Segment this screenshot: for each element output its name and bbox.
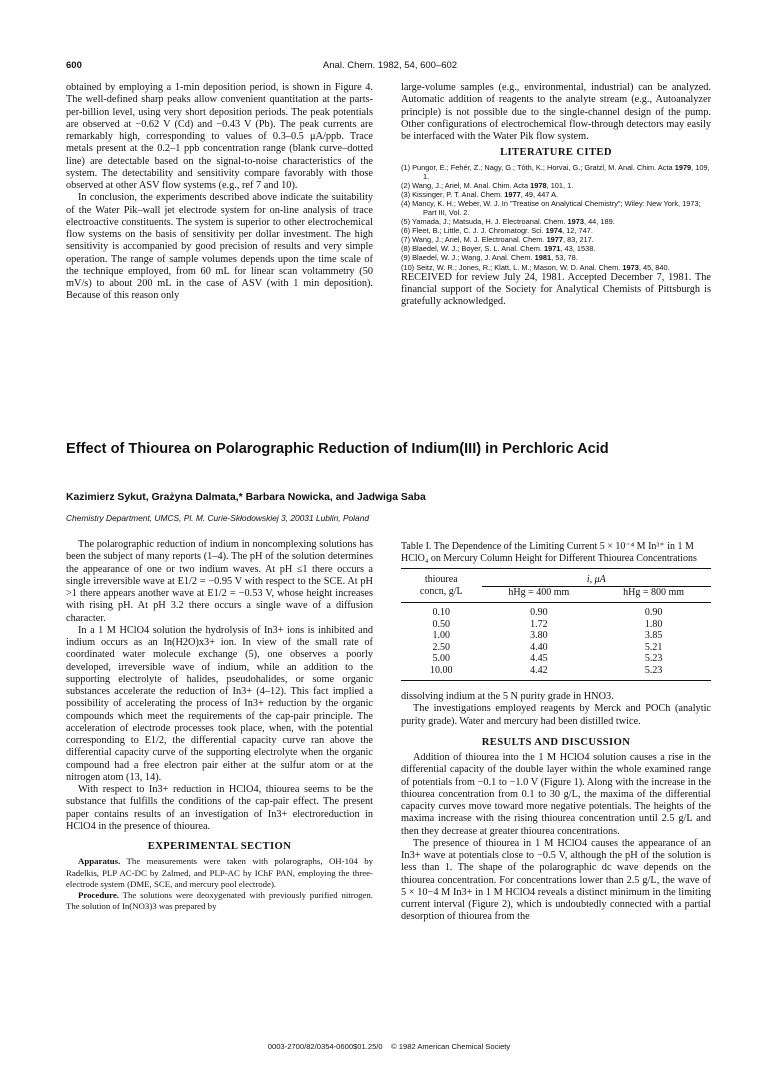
top-left-column xyxy=(66,82,373,303)
table-cell: 3.80 xyxy=(530,630,548,641)
reference-number: (7) xyxy=(401,235,411,245)
table-cell: 0.90 xyxy=(644,607,663,618)
paragraph: In conclusion, the experiments described above indicate the suitability of the Water Pik–wall jet electrode system for on-line analysis of trace electroactive constituents. The system is superior to other electrochemical flow systems on the basis of sensitivity per dollar investment. The high sensitivity is accompanied by good precision of results and very simple operation. The range of sample volumes depends upon the time scale of the technique employed, from 60 mL for linear scan voltammetry (50 mV/s) to about 200 mL in the case of ASV (with 1 min deposition). Because of this reason only xyxy=(66,192,373,302)
reference-year: 1974 xyxy=(545,226,563,236)
reference-item xyxy=(401,199,711,217)
reference-year: 1978 xyxy=(530,180,547,190)
page-footer xyxy=(0,1042,778,1051)
reference-text: Kissinger, P. T. Anal. Chem. xyxy=(412,189,505,199)
reference-volume: , 53, 78. xyxy=(551,253,578,263)
table-cell: 3.85 xyxy=(644,630,663,641)
reference-volume: , 109, 1. xyxy=(423,162,710,181)
authors: Kazimierz Sykut, Grażyna Dalmata,* Barbara Nowicka, and Jadwiga Saba xyxy=(66,492,426,503)
table-header: hHg = 800 mm xyxy=(596,586,711,603)
reference-text: Wang, J.; Ariel, M. J. Electroanal. Chem. xyxy=(412,235,547,245)
reference-text: Seitz, W. R.; Jones, R.; Klatt, L. M.; Mason, W. D. Anal. Chem. xyxy=(416,262,623,272)
reference-volume: , 49, 447 A. xyxy=(520,189,559,199)
table-cell: 4.42 xyxy=(482,665,597,681)
table-row xyxy=(401,619,711,631)
table-row xyxy=(401,630,711,642)
reference-text: Yamada, J.; Matsuda, H. J. Electroanal. Chem. xyxy=(411,217,568,227)
reference-number: (4) xyxy=(401,198,411,208)
experimental-heading: EXPERIMENTAL SECTION xyxy=(147,841,292,852)
reference-year: 1977 xyxy=(546,235,564,245)
bottom-left-column xyxy=(66,539,373,913)
reference-text: Blaedel, W. J.; Boyer, S. L. Anal. Chem. xyxy=(412,244,544,254)
page-header xyxy=(66,60,714,74)
table-caption: Table I. The Dependence of the Limiting Current 5 × 10⁻⁴ M In³⁺ in 1 M HClO₄ on Mercury Column Height for Different Thiourea Concentrations xyxy=(401,541,697,564)
journal-citation: Anal. Chem. 1982, 54, 600–602 xyxy=(322,60,458,71)
table-cell: 0.50 xyxy=(432,618,451,630)
table-cell: 5.23 xyxy=(596,665,711,681)
top-right-column xyxy=(401,82,711,308)
table-cell: 2.50 xyxy=(432,641,451,653)
table-header: i, μA xyxy=(586,574,606,585)
reference-item xyxy=(401,163,711,181)
table-row xyxy=(401,653,711,665)
table-header: concn, g/L xyxy=(419,586,463,598)
table-cell: 5.21 xyxy=(644,641,663,653)
reference-list xyxy=(401,163,711,272)
reference-number: (1) xyxy=(401,162,411,172)
reference-year: 1973 xyxy=(567,217,584,227)
table-1 xyxy=(401,541,711,681)
paragraph: dissolving indium at the 5 N purity grade in HNO3. xyxy=(401,691,614,702)
paragraph: In a 1 M HClO4 solution the hydrolysis of In3+ ions is inhibited and indium occurs as an In(H2O)x3+ ion. In view of the small rate of coordinated water molecule exchange (5), one observes a poorly developed, irreversible wave of indium, while an addition to the supporting electrolyte of halides, pseudohalides, or some organic substances accelerate the reduction of In3+ (4–12). This fact implied a possibility of accelerating the process of In3+ reduction by the organic compounds which meet the requirements of the cap-pair principle. The acceleration of electrode processes took place, when, with the potential corresponding to E1/2, the differential capacity curve ran above the differential capacity curve of the supporting electrolyte when the organic compound had a free electron pair either at the sulfur atom or at the nitrogen atom (13, 14). xyxy=(66,624,373,783)
table-cell: 4.40 xyxy=(530,641,548,653)
paragraph: The polarographic reduction of indium in noncomplexing solutions has been the subject of many reports (1–4). The pH of the solution determines the appearance of one or two indium waves. At pH ≤1 there occurs a single irreversible wave at E1/2 = −0.95 V with respect to the SCE. At pH >1 there appears another wave at E1/2 = −0.53 V, whose height increases with rising pH. At pH 3.2 there occurs a single wave of a diffusion character. xyxy=(66,539,373,624)
reference-number: (10) xyxy=(401,262,415,272)
paragraph xyxy=(66,856,373,890)
table-cell: 0.90 xyxy=(530,607,548,618)
data-table xyxy=(401,568,711,681)
reference-volume: , 83, 217. xyxy=(563,235,594,245)
reference-year: 1977 xyxy=(504,189,521,199)
reference-number: (6) xyxy=(401,226,411,236)
article-title: Effect of Thiourea on Polarographic Reduction of Indium(III) in Perchloric Acid xyxy=(66,441,609,457)
table-body xyxy=(401,603,711,681)
reference-item xyxy=(401,235,711,244)
reference-volume: , 43, 1538. xyxy=(560,244,596,254)
reference-number: (8) xyxy=(401,244,411,254)
reference-text: Fleet, B.; Little, C. J. J. Chromatogr. Sci. xyxy=(412,226,546,236)
reference-year: 1973 xyxy=(622,262,639,272)
reference-number: (9) xyxy=(401,253,411,263)
paragraph: Addition of thiourea into the 1 M HClO4 solution causes a rise in the differential capacity of the double layer within the whole examined range of potentials from −0.1 to −1.0 V (Figure 1). Along with the increase in the thiourea concentration from 0.1 to 30 g/L, the maxima of the differential capacity curves move toward more negative potentials. The heights of the maxima increase with the rising thiourea concentration until 2.5 g/L and then they decrease at greater thiourea concentrations. xyxy=(401,752,711,837)
reference-volume: , 101, 1. xyxy=(546,180,574,190)
reference-volume: , 44, 189. xyxy=(583,217,615,227)
reference-text: Pungor, E.; Fehér, Z.; Nagy, G.; Tóth, K.; Horvai, G.; Gratzl, M. Anal. Chim. Acta xyxy=(412,162,675,172)
reference-year: 1971 xyxy=(543,244,561,254)
table-header: thiourea xyxy=(424,574,458,586)
table-cell: 5.23 xyxy=(644,653,663,664)
table-cell: 1.80 xyxy=(644,618,663,630)
footer-copyright: © 1982 American Chemical Society xyxy=(391,1042,511,1051)
paragraph: The presence of thiourea in 1 M HClO4 causes the appearance of an In3+ wave at potentials close to −0.5 V, although the pH of the solution is less than 1. The shape of the polarographic dc wave depends on the thiourea concentration. For concentrations lower than 2.5 g/L, the wave of 5 × 10−4 M In3+ in 1 M HClO4 reveals a distinct minimum in the limiting current interval (Figure 2), which is undoubtedly connected with a partial desorption of thiourea from the xyxy=(401,837,711,923)
reference-item xyxy=(401,217,711,226)
page-number: 600 xyxy=(66,60,82,71)
reference-number: (5) xyxy=(401,217,411,227)
table-row xyxy=(401,642,711,654)
table-cell: 1.00 xyxy=(432,630,451,641)
table-cell: 1.72 xyxy=(530,618,548,630)
paragraph: obtained by employing a 1-min deposition period, is shown in Figure 4. The well-defined sharp peaks allow convenient quantitation at the parts-per-billion level, using very short deposition periods. The peak potentials are observed at −0.62 V (Cd) and −0.43 V (Pb). The peak currents are remarkably high, corresponding to values of 0.3–0.5 μA/ppb. Trace metals present at the 0.2–1 ppb concentration range (blank curve–dotted line) are detectable based on the signal-to-noise characteristics of the system. The detectability and sensitivity compare favorably with those observed at other ASV flow systems (e.g., ref 7 and 10). xyxy=(66,82,373,191)
reference-item xyxy=(401,263,711,272)
paragraph: With respect to In3+ reduction in HClO4, thiourea seems to be the substance that fulfills the conditions of the cap-pair effect. The present paper contains results of an investigation of In3+ electroreduction in HClO4 in the presence of thiourea. xyxy=(66,784,373,832)
reference-text: Wang, J.; Ariel, M. Anal. Chim. Acta xyxy=(412,180,531,190)
paragraph: The investigations employed reagents by Merck and POCh (analytic purity grade). Water and mercury had been distilled twice. xyxy=(401,703,711,727)
reference-item xyxy=(401,253,711,262)
paragraph xyxy=(66,890,373,913)
table-row xyxy=(401,603,711,619)
affiliation: Chemistry Department, UMCS, Pl. M. Curie-Skłodowskiej 3, 20031 Lublin, Poland xyxy=(66,513,370,523)
reference-item xyxy=(401,181,711,190)
table-cell: 0.10 xyxy=(432,607,451,618)
footer-code: 0003-2700/82/0354-0600$01.25/0 xyxy=(267,1042,383,1051)
apparatus-label: Apparatus. xyxy=(78,856,121,867)
table-row xyxy=(401,665,711,681)
bottom-right-column xyxy=(401,541,711,924)
procedure-text: The solutions were deoxygenated with previously purified nitrogen. The solution of In(NO3)3 was prepared by xyxy=(66,890,373,912)
reference-item xyxy=(401,190,711,199)
literature-cited-heading: LITERATURE CITED xyxy=(500,147,612,159)
reference-number: (3) xyxy=(401,189,411,199)
table-header: hHg = 400 mm xyxy=(482,586,597,603)
reference-item xyxy=(401,244,711,253)
reference-year: 1981 xyxy=(534,253,552,263)
table-cell: 4.45 xyxy=(530,653,548,664)
reference-volume: , 12, 747. xyxy=(562,226,593,236)
results-heading: RESULTS AND DISCUSSION xyxy=(481,736,631,748)
reference-item xyxy=(401,226,711,235)
reference-volume: , 45, 840. xyxy=(638,262,670,272)
received-note: RECEIVED for review July 24, 1981. Accepted December 7, 1981. The financial support of the Society for Analytical Chemists of Pittsburgh is gratefully acknowledged. xyxy=(401,271,711,308)
reference-year: 1979 xyxy=(674,162,692,172)
reference-text: Mancy, K. H.; Weber, W. J. In "Treatise on Analytical Chemistry"; Wiley: New York, 1973; Part III, Vol. 2. xyxy=(412,198,701,217)
table-cell: 10.00 xyxy=(401,665,482,681)
apparatus-text: The measurements were taken with polarographs, OH-104 by Radelkis, PLP AC-DC by Zalmed, and PLP-AC by IChF PAN, employing the three-electrode system (DME, SCE, and mercury pool electrode). xyxy=(66,856,373,889)
reference-text: Blaedel, W. J.; Wang, J. Anal. Chem. xyxy=(412,253,535,263)
paragraph: large-volume samples (e.g., environmental, industrial) can be analyzed. Automatic addition of reagents to the analyte stream (e.g., Autoanalyzer principle) is not possible due to the single-channel design of the pump. Other configurations of electrochemical flow-through detectors may easily be interfaced with the Water Pik flow system. xyxy=(401,82,711,142)
procedure-label: Procedure. xyxy=(78,890,119,901)
reference-number: (2) xyxy=(401,180,411,190)
table-cell: 5.00 xyxy=(432,653,451,664)
